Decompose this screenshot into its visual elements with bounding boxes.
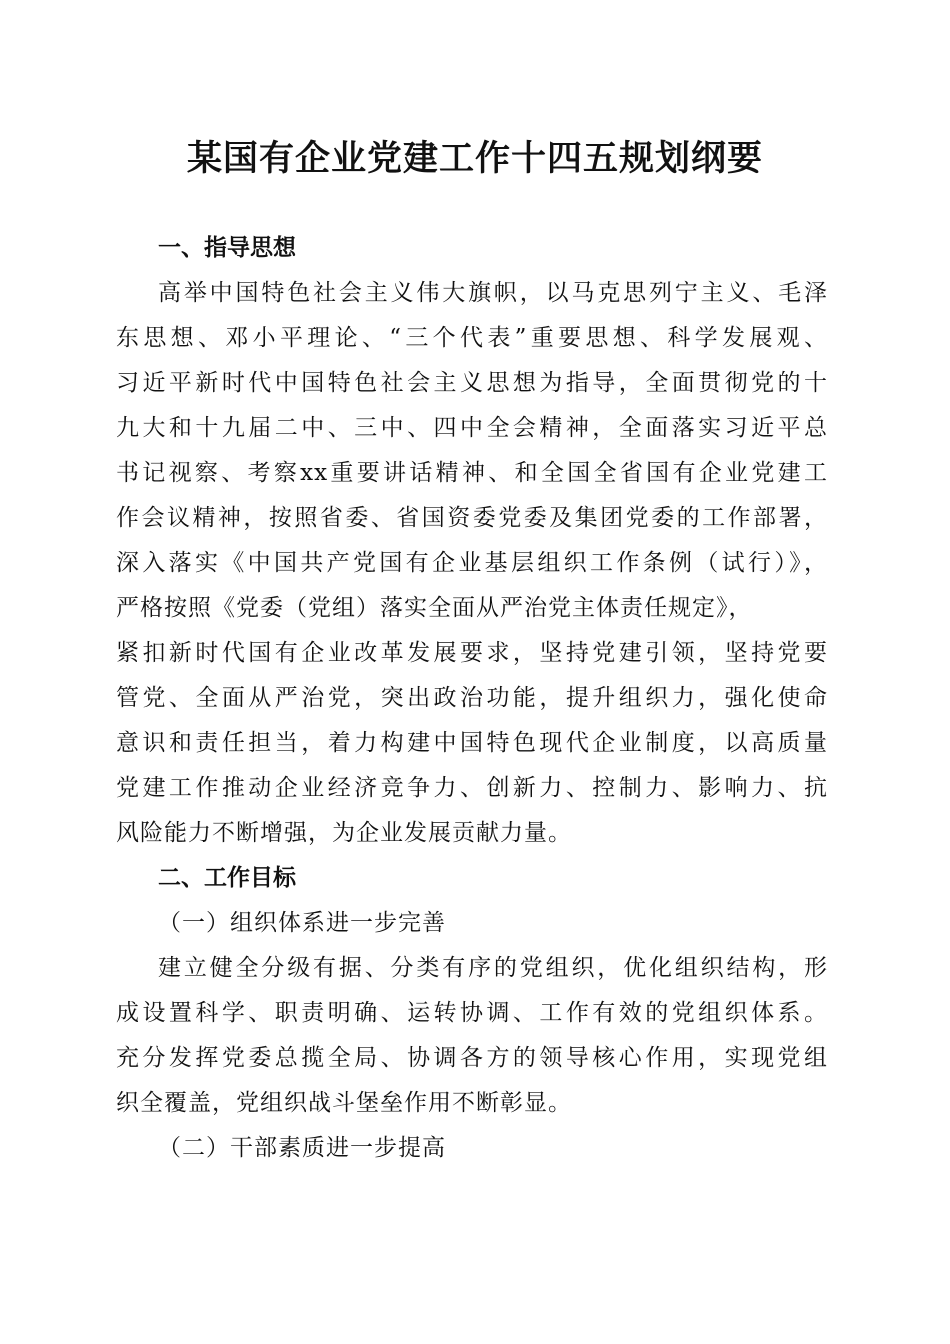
paragraph-line: 党建工作推动企业经济竞争力、创新力、控制力、影响力、抗: [116, 775, 828, 801]
document-body: [116, 226, 828, 1171]
section-heading-work-goals: 二、工作目标: [158, 865, 296, 891]
paragraph-line: 九大和十九届二中、三中、四中全会精神，全面落实习近平总: [116, 415, 828, 441]
paragraph-line: 成设置科学、职责明确、运转协调、工作有效的党组织体系。: [116, 1000, 828, 1026]
document-title: 某国有企业党建工作十四五规划纲要: [186, 138, 763, 179]
paragraph-line: 意识和责任担当，着力构建中国特色现代企业制度，以高质量: [116, 730, 828, 756]
paragraph-line: 书记视察、考察xx重要讲话精神、和全国全省国有企业党建工: [116, 460, 828, 486]
subsection-heading-organization-system: （一）组织体系进一步完善: [158, 910, 446, 936]
organization-system-paragraph: [116, 946, 828, 1126]
paragraph-line: 管党、全面从严治党，突出政治功能，提升组织力，强化使命: [116, 685, 828, 711]
paragraph-line: 织全覆盖，党组织战斗堡垒作用不断彰显。: [116, 1090, 572, 1116]
paragraph-line: 充分发挥党委总揽全局、协调各方的领导核心作用，实现党组: [116, 1045, 828, 1071]
guiding-thought-paragraph: [116, 271, 828, 856]
paragraph-line: 建立健全分级有据、分类有序的党组织，优化组织结构，形: [158, 955, 828, 981]
paragraph-line: 深入落实《中国共产党国有企业基层组织工作条例（试行）》，: [116, 550, 828, 576]
paragraph-line: 风险能力不断增强，为企业发展贡献力量。: [116, 820, 572, 846]
paragraph-line: 习近平新时代中国特色社会主义思想为指导，全面贯彻党的十: [116, 370, 828, 396]
paragraph-line: 作会议精神，按照省委、省国资委党委及集团党委的工作部署，: [116, 505, 828, 531]
paragraph-line: 严格按照《党委（党组）落实全面从严治党主体责任规定》，: [116, 595, 753, 621]
section-heading-guiding-thought: 一、指导思想: [158, 235, 296, 261]
paragraph-line: 高举中国特色社会主义伟大旗帜，以马克思列宁主义、毛泽: [158, 280, 828, 306]
paragraph-line: 东思想、邓小平理论、“三个代表”重要思想、科学发展观、: [116, 325, 828, 351]
paragraph-line: 紧扣新时代国有企业改革发展要求，坚持党建引领，坚持党要: [116, 640, 828, 666]
subsection-heading-cadre-quality: （二）干部素质进一步提高: [158, 1135, 446, 1161]
